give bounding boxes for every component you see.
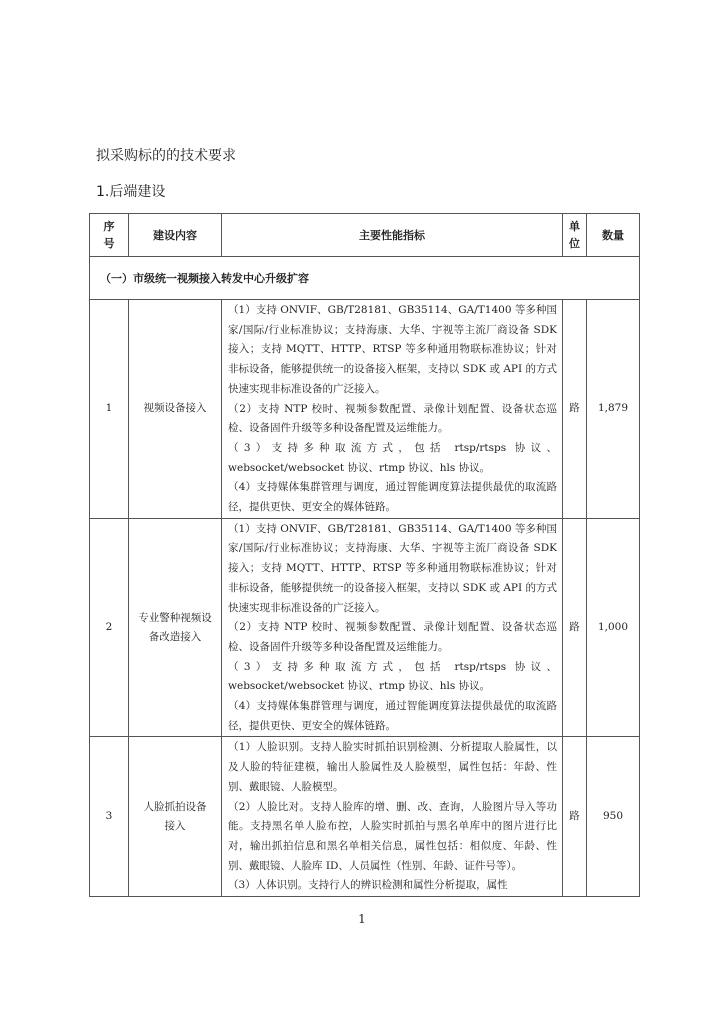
row-qty: 1,879 bbox=[587, 300, 640, 519]
table-row bbox=[90, 737, 640, 897]
header-qty: 数量 bbox=[587, 214, 640, 257]
spec-paragraph: （1）人脸识别。支持人脸实时抓拍识别检测、分析提取人脸属性，以及人脸的特征建模，输出人脸属性及人脸模型，属性包括：年龄、性别、戴眼镜、人脸模型。 bbox=[228, 741, 557, 793]
spec-paragraph: （1）支持 ONVIF、GB/T28181、GB35114、GA/T1400 等多种国家/国际/行业标准协议；支持海康、大华、宇视等主流厂商设备 SDK 接入；支持 MQTT、HTTP、RTSP 等多种通用物联标准协议；针对非标设备，能够提供统一的设备接入框架，支持以 SDK 或 API 的方式快速实现非标准设备的广泛接入。 bbox=[228, 304, 557, 395]
spec-paragraph: （3）支持多种取流方式，包括 rtsp/rtsps 协议、websocket/websocket 协议、rtmp 协议、hls 协议。 bbox=[228, 441, 557, 474]
row-unit: 路 bbox=[563, 300, 587, 519]
table-row bbox=[90, 300, 640, 519]
row-spec bbox=[222, 737, 563, 897]
header-spec: 主要性能指标 bbox=[222, 214, 563, 257]
table-row bbox=[90, 518, 640, 737]
row-qty: 950 bbox=[587, 737, 640, 897]
row-unit: 路 bbox=[563, 518, 587, 737]
spec-paragraph: （2）支持 NTP 校时、视频参数配置、录像计划配置、设备状态巡检、设备固件升级等多种设备配置及运维能力。 bbox=[228, 402, 557, 435]
row-no: 3 bbox=[90, 737, 129, 897]
header-content: 建设内容 bbox=[129, 214, 222, 257]
row-no: 1 bbox=[90, 300, 129, 519]
spec-paragraph: （2）人脸比对。支持人脸库的增、删、改、查询，人脸图片导入等功能。支持黑名单人脸布控，人脸实时抓拍与黑名单库中的图片进行比对，输出抓拍信息和黑名单相关信息，属性包括：相似度、年龄、性别、戴眼镜、人脸库 ID、人员属性（性别、年龄、证件号等）。 bbox=[228, 800, 557, 872]
row-qty: 1,000 bbox=[587, 518, 640, 737]
row-content: 视频设备接入 bbox=[129, 300, 222, 519]
row-content: 专业警种视频设备改造接入 bbox=[129, 518, 222, 737]
header-no: 序号 bbox=[90, 214, 129, 257]
row-content: 人脸抓拍设备接入 bbox=[129, 737, 222, 897]
spec-paragraph: （2）支持 NTP 校时、视频参数配置、录像计划配置、设备状态巡检、设备固件升级等多种设备配置及运维能力。 bbox=[228, 621, 557, 653]
spec-paragraph: （4）支持媒体集群管理与调度，通过智能调度算法提供最优的取流路径，提供更快、更安全的媒体链路。 bbox=[228, 700, 557, 732]
row-unit: 路 bbox=[563, 737, 587, 897]
spec-paragraph: （3）人体识别。支持行人的辨识检测和属性分析提取，属性 bbox=[228, 879, 508, 892]
row-spec bbox=[222, 518, 563, 737]
page-number: 1 bbox=[358, 912, 366, 926]
row-spec bbox=[222, 300, 563, 519]
header-unit: 单位 bbox=[563, 214, 587, 257]
spec-paragraph: （4）支持媒体集群管理与调度，通过智能调度算法提供最优的取流路径，提供更快、更安全的媒体链路。 bbox=[228, 481, 557, 514]
page-title: 拟采购标的的技术要求 bbox=[96, 148, 236, 164]
spec-paragraph: （3）支持多种取流方式，包括 rtsp/rtsps 协议、websocket/websocket 协议、rtmp 协议、hls 协议。 bbox=[228, 660, 557, 693]
table-header-row bbox=[90, 214, 640, 257]
spec-paragraph: （1）支持 ONVIF、GB/T28181、GB35114、GA/T1400 等多种国家/国际/行业标准协议；支持海康、大华、宇视等主流厂商设备 SDK 接入；支持 MQTT、HTTP、RTSP 等多种通用物联标准协议；针对非标设备，能够提供统一的设备接入框架，支持以 SDK 或 API 的方式快速实现非标准设备的广泛接入。 bbox=[228, 522, 557, 614]
category-label: （一）市级统一视频接入转发中心升级扩容 bbox=[90, 257, 640, 300]
category-row bbox=[90, 257, 640, 300]
row-no: 2 bbox=[90, 518, 129, 737]
requirements-table bbox=[89, 213, 640, 897]
section-heading: 1.后端建设 bbox=[96, 184, 166, 200]
